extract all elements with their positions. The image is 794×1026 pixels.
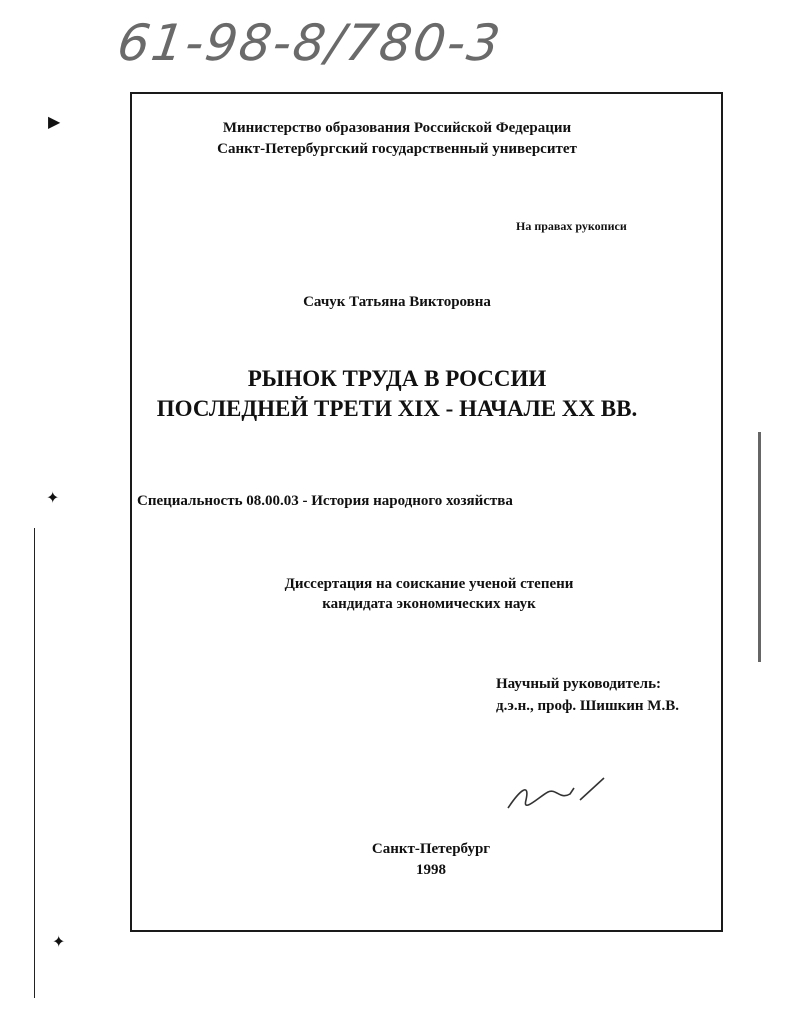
title-line-2: ПОСЛЕДНЕЙ ТРЕТИ XIX - НАЧАЛЕ XX ВВ. xyxy=(156,396,638,421)
title-line-1: РЫНОК ТРУДА В РОССИИ xyxy=(247,366,547,391)
degree-line-1: Диссертация на соискание ученой степени xyxy=(284,576,574,592)
signature-stroke xyxy=(508,778,604,808)
university-name: Санкт-Петербургский государственный университет xyxy=(217,141,577,157)
page-frame xyxy=(130,92,723,932)
specialty: Специальность 08.00.03 - История народного хозяйства xyxy=(137,493,513,509)
scan-mark-icon: ✦ xyxy=(52,934,66,951)
degree-line-2: кандидата экономических наук xyxy=(322,596,536,612)
footer-block xyxy=(0,839,794,881)
scan-mark-icon: ✦ xyxy=(46,490,60,507)
author-name: Сачук Татьяна Викторовна xyxy=(303,294,491,310)
scan-edge-line xyxy=(34,528,35,998)
thesis-title xyxy=(0,364,794,424)
header-block xyxy=(0,118,794,160)
supervisor-name: д.э.н., проф. Шишкин М.В. xyxy=(496,698,679,714)
ministry-name: Министерство образования Российской Федерации xyxy=(222,120,572,136)
degree-block xyxy=(0,574,794,614)
arrow-mark-icon: ▶ xyxy=(48,114,61,131)
year: 1998 xyxy=(416,862,446,878)
supervisor-block xyxy=(496,673,679,717)
supervisor-label: Научный руководитель: xyxy=(496,676,661,692)
archive-code: 61-98-8/780-3 xyxy=(113,14,506,72)
signature xyxy=(500,770,610,820)
city: Санкт-Петербург xyxy=(371,841,491,857)
rights-note: На правах рукописи xyxy=(516,219,627,233)
scan-edge-line xyxy=(758,432,761,662)
